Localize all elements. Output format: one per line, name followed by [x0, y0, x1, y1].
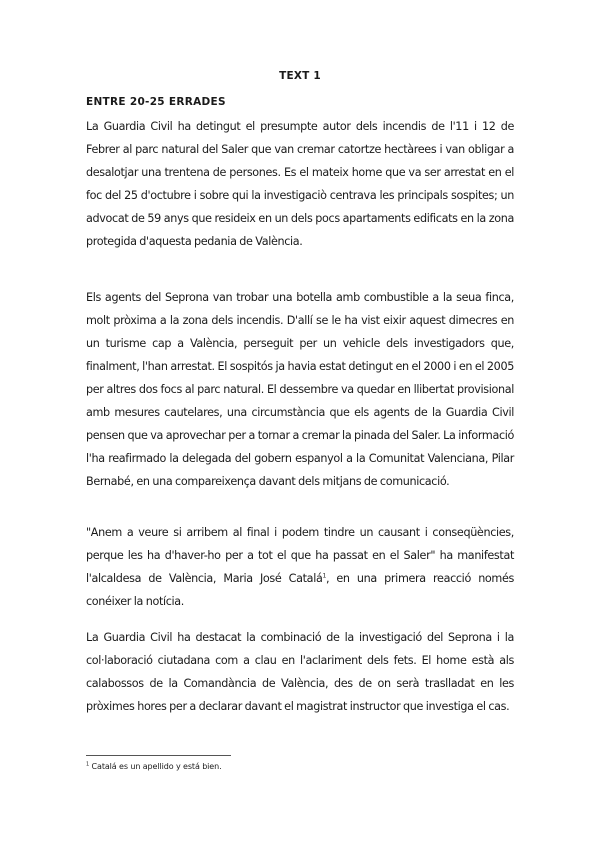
quote-text: Anem a veure si arribem al final i podem tindre un causant i conseqüències, perque les ha d'haver-ho per a tot el que ha passat en el Saler	[86, 526, 514, 562]
paragraph-4: La Guardia Civil ha destacat la combinació de la investigació del Seprona i la col·laboració ciutadana com a clau en l'aclariment dels fets. El home està als calabossos de la Comandància de València, des de on serà traslladat en les pròximes hores per a declarar davant el magistrat instructor que investiga el cas.	[86, 631, 514, 713]
document-subtitle: ENTRE 20-25 ERRADES	[86, 96, 226, 108]
paragraph-1: La Guardia Civil ha detingut el presumpte autor dels incendis de l'11 i 12 de Febrer al parc natural del Saler que van cremar catortze hectàrees i van obligar a desalotjar una trentena de persones. Es el mateix home que va ser arrestat en el foc del 25 d'octubre i sobre qui la investigaciò centrava les principals sospites; un advocat de 59 anys que resideix en un dels pocs apartaments edificats en la zona protegida d'aquesta pedania de València.	[86, 120, 514, 248]
document-title: TEXT 1	[279, 70, 321, 82]
quote-attribution-end: , en una primera reacció només conéixer la notícia.	[86, 572, 514, 608]
footnote-reference[interactable]: 1	[322, 572, 326, 580]
footnote-text: Catalá es un apellido y está bien.	[91, 762, 222, 771]
paragraph-2: Els agents del Seprona van trobar una botella amb combustible a la seua finca, molt pròxima a la zona dels incendis. D'allí se le ha vist eixir aquest dimecres en un turisme cap a València, perseguit per un vehicle dels investigadors que, finalment, l'han arrestat. El sospitós ja havia estat detingut en el 2000 i en el 2005 per altres dos focs al parc natural. El dessembre va quedar en llibertat provisional amb mesures cautelares, una circumstància que els agents de la Guardia Civil pensen que va aprovechar per a tornar a cremar la pinada del Saler. La informació l'ha reafirmado la delegada del gobern espanyol a la Comunitat Valenciana, Pilar Bernabé, en una compareixença davant dels mitjans de comunicació.	[86, 291, 515, 488]
footnote-marker: 1	[86, 761, 90, 768]
paragraph-3-quote: "Anem a veure si arribem al final i podem tindre un causant i conseqüències, perque les ha d'haver-ho per a tot el que ha passat en el Saler" ha manifestat l'alcaldesa de València, Maria José Catalá$^1$, en una primera reacció només conéixer la notícia.	[86, 526, 514, 608]
quote-attribution: ha manifestat l'alcaldesa de València, Maria José Catalá	[86, 549, 514, 585]
footnote	[86, 762, 222, 771]
footnote-divider	[86, 755, 231, 756]
